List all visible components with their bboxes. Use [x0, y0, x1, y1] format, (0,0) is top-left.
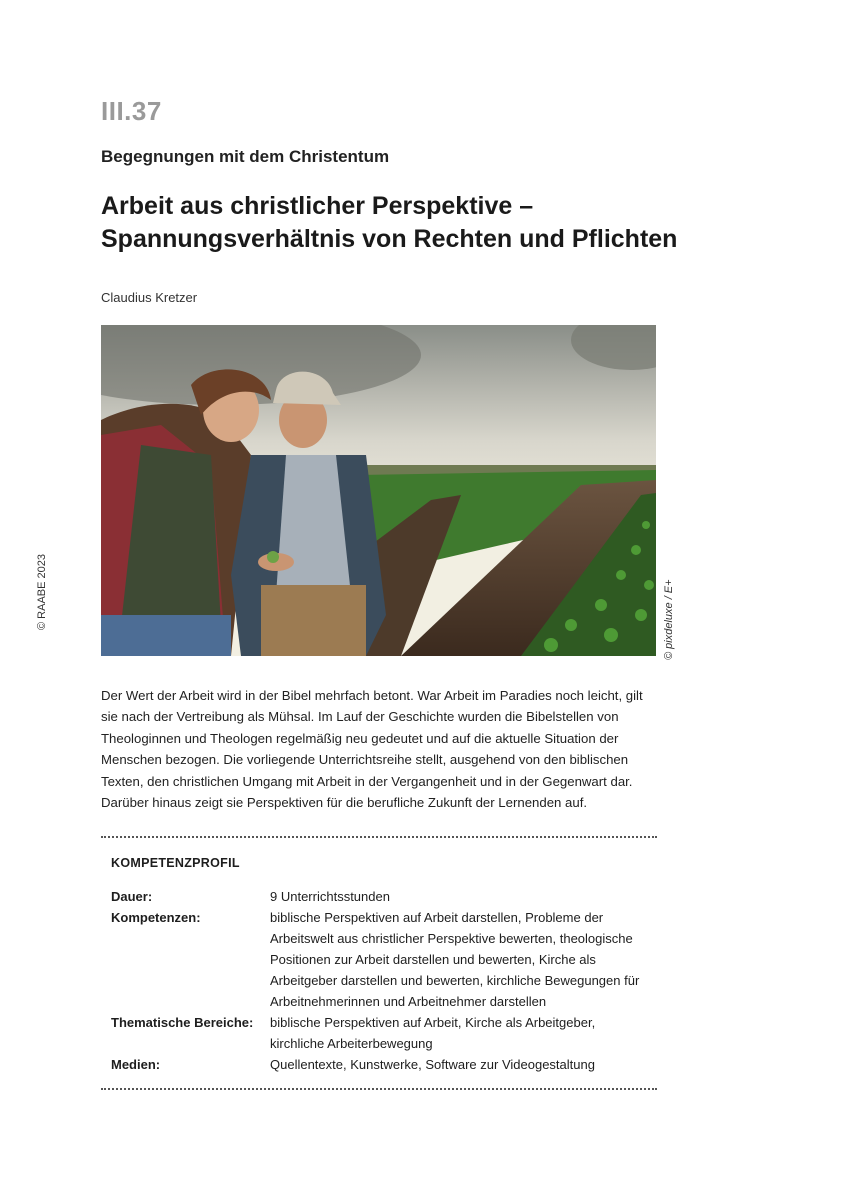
photo-credit: © pixdeluxe / E+: [663, 579, 675, 660]
row-label: Kompetenzen:: [111, 910, 201, 925]
divider-top: [101, 836, 657, 838]
title-line-1: Arbeit aus christlicher Perspektive –: [101, 192, 534, 220]
divider-bottom: [101, 1088, 657, 1090]
series-title: Begegnungen mit dem Christentum: [101, 147, 390, 166]
title-line-2: Spannungsverhältnis von Rechten und Pflichten: [101, 225, 678, 253]
row-label: Thematische Bereiche:: [111, 1015, 254, 1030]
row-label: Medien:: [111, 1057, 161, 1072]
chapter-number: III.37: [101, 96, 162, 126]
author: Claudius Kretzer: [101, 290, 198, 305]
intro-paragraph: Der Wert der Arbeit wird in der Bibel mehrfach betont. War Arbeit im Paradies noch leicht, gilt sie nach der Vertreibung als Mühsal. Im Lauf der Geschichte wurden die Bibelstellen von Theologinnen und Theologen regelmäßig neu gedeutet und auf die aktuelle Situation der Menschen bezogen. Die vorliegende Unterrichtsreihe stellt, ausgehend von den biblischen Texten, den christlichen Umgang mit Arbeit in der Vergangenheit und in der Gegenwart dar. Darüber hinaus zeigt sie Perspektiven für die berufliche Zukunft der Lernenden auf.: [101, 688, 643, 811]
row-value: biblische Perspektiven auf Arbeit, Kirche als Arbeitgeber, kirchliche Arbeiterbewegung: [270, 1015, 596, 1051]
row-value: Quellentexte, Kunstwerke, Software zur Videogestaltung: [270, 1057, 595, 1072]
row-label: Dauer:: [111, 889, 153, 904]
page-title: [101, 190, 701, 256]
row-value: 9 Unterrichtsstunden: [270, 889, 390, 904]
row-value: biblische Perspektiven auf Arbeit darstellen, Probleme der Arbeitswelt aus christlicher Perspektive bewerten, theologische Positionen zur Arbeit darstellen und bewerten, Kirche als Arbeitgeber darstellen und bewerten, kirchliche Bewegungen für Arbeitnehmerinnen und Arbeitnehmer darstellen: [270, 910, 640, 1009]
copyright-notice: © RAABE 2023: [36, 554, 48, 630]
kompetenzprofil-heading: KOMPETENZPROFIL: [111, 856, 240, 870]
cover-photo: [101, 325, 656, 656]
